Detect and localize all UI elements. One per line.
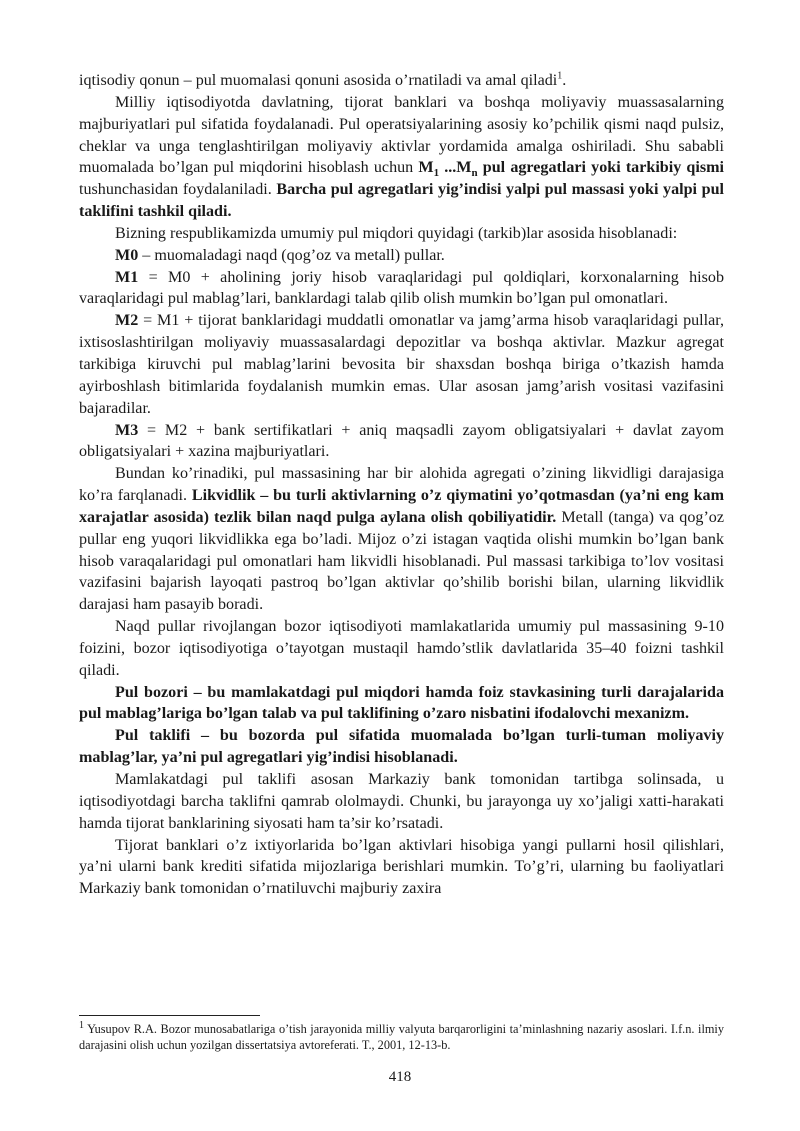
text-run: Milliy iqtisodiyotda davlatning, tijorat banklari va boshqa moliyaviy muassasalarning majburiyatlari pul sifatida foydalanadi. Pul operatsiyalarining asosiy ko’pchilik qismi naqd pulsiz, cheklar va unga tenglashtirilgan moliyaviy aktivlar yordamida amalga oshiriladi. Shu sababli muomalada bo’lgan pul miqdorini hisoblash uchun (79, 93, 724, 177)
text-run: pul agregatlari yoki tarkibiy qismi (477, 159, 724, 177)
text-run: iqtisodiy qonun – pul muomalasi qonuni asosida o’rnatiladi va amal qiladi (79, 72, 558, 89)
text-run: Pul taklifi – bu bozorda pul sifatida muomalada bo’lgan turli-tuman moliyaviy mablag’lar, ya’ni pul agregatlari yig’indisi hisoblanadi. (79, 727, 724, 767)
text-run: = M2 + bank sertifikatlari + aniq maqsadli zayom obligatsiyalari + davlat zayom obligatsiyalari + xazina majburiyatlari. (79, 421, 724, 461)
paragraph (79, 420, 724, 464)
paragraph (79, 682, 724, 726)
footnote (79, 1021, 724, 1053)
footnote-marker: 1 (79, 1019, 84, 1031)
paragraph (79, 70, 724, 92)
text-run: = M0 + aholining joriy hisob varaqlaridagi pul qoldiqlari, korxonalarning hisob varaqlaridagi pul mablag’lari, banklardagi talab qilib olish mumkin bo’lgan pul omonatlari. (79, 268, 724, 308)
text-run: Naqd pullar rivojlangan bozor iqtisodiyoti mamlakatlarida umumiy pul massasining 9-10 foizini, bozor iqtisodiyotiga o’tayotgan mustaqil hamdo’stlik davlatlarida 35–40 foizni tashkil qiladi. (79, 618, 724, 679)
footnote-divider (79, 1015, 260, 1016)
paragraph (79, 616, 724, 682)
paragraph (79, 267, 724, 311)
text-run: Metall (tanga) va qog’oz pullar eng yuqori likvidlikka ega bo’ladi. Mijoz o’zi istagan vaqtida olishi mumkin bo’lgan bank hisob varaqalaridagi pul omonatlari ham likvidli hisoblanadi. Pul massasi tarkibiga to’lov vositasi vazifasini bajarish layoqati pastroq bo’lgan aktivlar qo’shilib borishi bilan, ularning likvidlik darajasi ham pasayib boradi. (79, 508, 724, 614)
text-run: Pul bozori – bu mamlakatdagi pul miqdori hamda foiz stavkasining turli darajalarida pul mablag’lariga bo’lgan talab va pul taklifining o’zaro nisbatini ifodalovchi mexanizm. (79, 683, 724, 723)
paragraph (79, 310, 724, 419)
text-run: ...M (439, 159, 472, 177)
text-run: M2 (115, 312, 139, 330)
text-run: = M1 + tijorat banklaridagi muddatli omonatlar va jamg’arma hisob varaqlaridagi pullar, ixtisoslashtirilgan moliyaviy muassasalardagi depozitlar va boshqa aktivlar. Mazkur agregat tarkibiga kiruvchi pul mablag’larini bevosita bir shaxsdan boshqa biriga o’tkazish hamda ayirboshlash bitimlarida foydalanish mumkin emas. Ular asosan jamg’arish vositasi vazifasini bajaradilar. (79, 312, 724, 417)
text-run: M3 (115, 421, 139, 439)
text-run: Barcha pul agregatlari yig’indisi yalpi pul massasi yoki yalpi pul taklifini tashkil qiladi. (79, 181, 724, 221)
text-run: Bizning respublikamizda umumiy pul miqdori quyidagi (tarkib)lar asosida hisoblanadi: (115, 224, 678, 242)
paragraph (79, 92, 724, 223)
text-run: Likvidlik – bu turli aktivlarning o’z qiymatini yo’qotmasdan (ya’ni eng kam xarajatlar asosida) tezlik bilan naqd pulga aylana olish qobiliyatidir. (79, 487, 724, 526)
page-body (79, 70, 724, 900)
text-run: Tijorat banklari o’z ixtiyorlarida bo’lgan aktivlari hisobiga yangi pullarni hosil qilishlari, ya’ni ularni bank krediti sifatida mijozlariga berishlari mumkin. To’g’ri, ularning bu faoliyatlari Markaziy bank tomonidan o’rnatiluvchi majburiy zaxira (79, 836, 724, 898)
text-run: Mamlakatdagi pul taklifi asosan Markaziy bank tomonidan tartibga solinsada, u iqtisodiyotdagi barcha taklifni qamrab ololmaydi. Chunki, bu jarayonga uy xo’jaligi xatti-harakati hamda tijorat banklarining siyosati ham ta’sir ko’rsatadi. (79, 771, 724, 832)
text-run: tushunchasidan foydalaniladi. (79, 181, 277, 199)
paragraph (79, 463, 724, 616)
paragraph (79, 835, 724, 901)
subscript: 1 (433, 167, 440, 180)
paragraph (79, 245, 724, 267)
paragraph (79, 223, 724, 245)
subscript: n (471, 167, 478, 180)
text-run: M (418, 159, 434, 177)
page-number: 418 (388, 1069, 412, 1085)
text-run: M0 (115, 246, 139, 264)
paragraph (79, 769, 724, 835)
footnote-reference: 1 (557, 70, 563, 82)
text-run: – muomaladagi naqd (qog’oz va metall) pullar. (138, 246, 445, 264)
footnote-text: Yusupov R.A. Bozor munosabatlariga o’tish jarayonida milliy valyuta barqarorligini ta’minlashning nazariy asoslari. I.f.n. ilmiy darajasini olish uchun yozilgan dissertatsiya avtoreferati. T., 2001, 12-13-b. (79, 1022, 724, 1052)
text-run: Bundan ko’rinadiki, pul massasining har bir alohida agregati o’zining likvidligi darajasiga ko’ra farqlanadi. (79, 465, 724, 505)
paragraph (79, 725, 724, 769)
text-run: M1 (115, 268, 139, 286)
text-run: . (562, 72, 567, 89)
